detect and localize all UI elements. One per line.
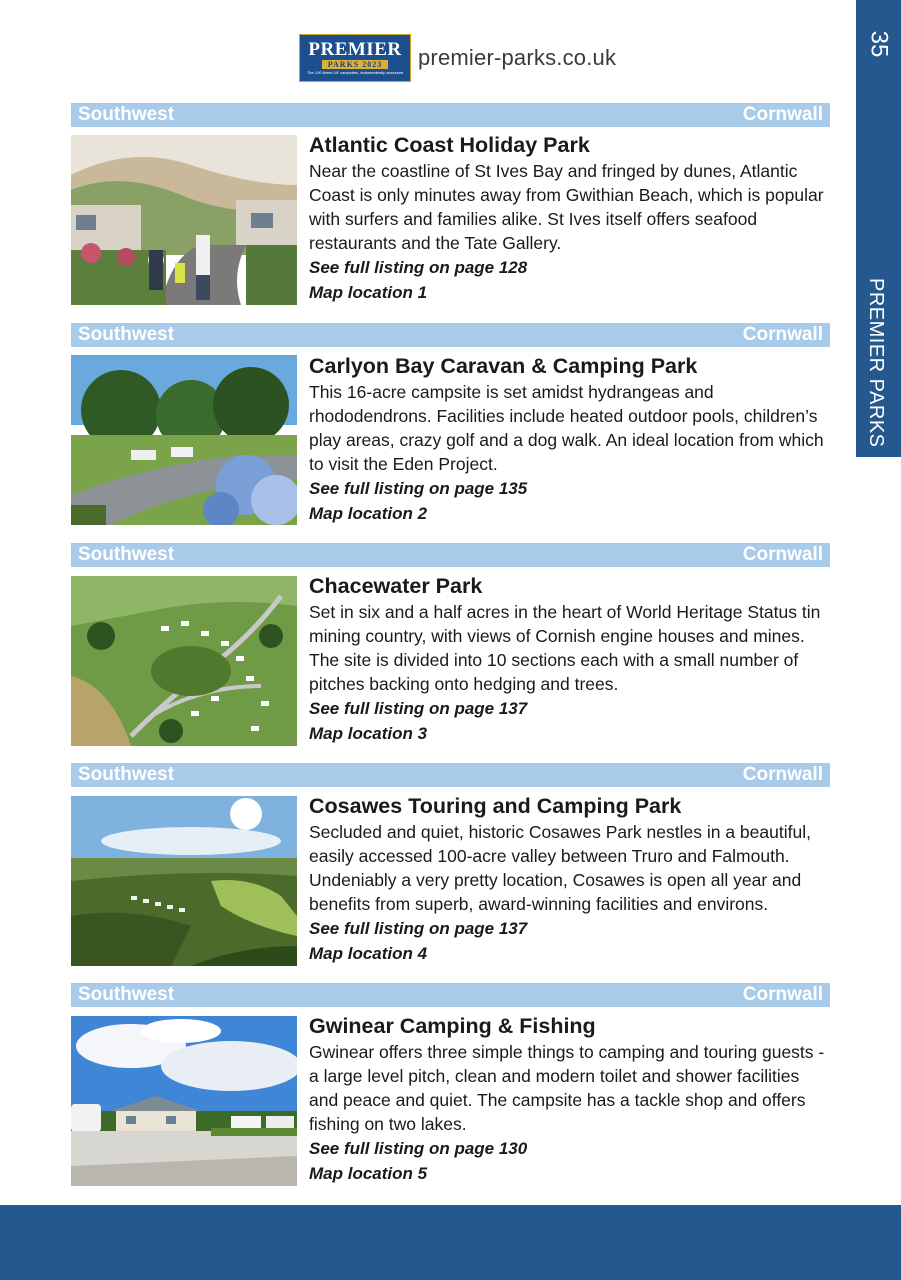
section-label: PREMIER PARKS	[865, 278, 887, 448]
region-label: Southwest	[78, 764, 175, 785]
listing-reference: See full listing on page 137	[309, 919, 528, 938]
region-label: Southwest	[78, 544, 175, 565]
park-title: Gwinear Camping & Fishing	[309, 1014, 596, 1038]
park-entry	[309, 1012, 829, 1186]
logo-tagline: The 100 finest UK campsites, independently assessed	[306, 70, 404, 75]
page-number: 35	[865, 30, 893, 58]
region-band	[71, 103, 830, 127]
park-entry	[309, 572, 829, 746]
park-description: This 16-acre campsite is set amidst hydrangeas and rhododendrons. Facilities include heated outdoor pools, children’s play areas, crazy golf and a dog walk. An ideal location from which to visit the Eden Project.	[309, 382, 824, 474]
listing-reference: See full listing on page 128	[309, 258, 528, 277]
map-location: Map location 2	[309, 504, 428, 523]
park-title: Cosawes Touring and Camping Park	[309, 794, 682, 818]
park-photo-cosawes	[71, 796, 297, 966]
park-photo-carlyon-bay	[71, 355, 297, 525]
park-title: Chacewater Park	[309, 574, 483, 598]
map-location: Map location 4	[309, 944, 428, 963]
park-description: Set in six and a half acres in the heart of World Heritage Status tin mining country, with views of Cornish engine houses and mines. The site is divided into 10 sections each with a small number of pitches backing onto hedging and trees.	[309, 602, 821, 694]
listing-reference: See full listing on page 135	[309, 479, 528, 498]
park-title: Carlyon Bay Caravan & Camping Park	[309, 354, 698, 378]
park-title: Atlantic Coast Holiday Park	[309, 133, 590, 157]
park-photo-chacewater	[71, 576, 297, 746]
park-photo-gwinear	[71, 1016, 297, 1186]
side-tab	[856, 0, 901, 457]
website-url[interactable]: premier-parks.co.uk	[418, 45, 617, 70]
park-description: Secluded and quiet, historic Cosawes Park nestles in a beautiful, easily accessed 100-acre valley between Truro and Falmouth. Undeniably a very pretty location, Cosawes is open all year and benefits from superb, award-winning facilities and environs.	[309, 822, 811, 914]
region-band	[71, 763, 830, 787]
park-description: Gwinear offers three simple things to camping and touring guests - a large level pitch, clean and modern toilet and shower facilities and peace and quiet. The campsite has a tackle shop and offers fishing on two lakes.	[309, 1042, 825, 1134]
park-entry	[309, 131, 829, 305]
listing-reference: See full listing on page 137	[309, 699, 528, 718]
park-entry	[309, 792, 829, 966]
county-label: Cornwall	[742, 984, 823, 1005]
region-label: Southwest	[78, 984, 175, 1005]
listing-reference: See full listing on page 130	[309, 1139, 528, 1158]
logo-year-text: PARKS 2023	[322, 60, 389, 69]
map-location: Map location 3	[309, 724, 428, 743]
county-label: Cornwall	[742, 324, 823, 345]
county-label: Cornwall	[742, 764, 823, 785]
region-band	[71, 983, 830, 1007]
region-label: Southwest	[78, 324, 175, 345]
park-photo-atlantic-coast	[71, 135, 297, 305]
park-description: Near the coastline of St Ives Bay and fringed by dunes, Atlantic Coast is only minutes away from Gwithian Beach, which is popular with surfers and families alike. St Ives itself offers seafood restaurants and the Tate Gallery.	[309, 161, 824, 253]
logo-main-text: PREMIER	[308, 39, 402, 60]
county-label: Cornwall	[742, 544, 823, 565]
map-location: Map location 5	[309, 1164, 428, 1183]
map-location: Map location 1	[309, 283, 428, 302]
region-band	[71, 543, 830, 567]
park-entry	[309, 352, 829, 526]
region-label: Southwest	[78, 104, 175, 125]
premier-parks-logo	[299, 34, 411, 82]
footer-bar	[0, 1205, 901, 1280]
county-label: Cornwall	[742, 104, 823, 125]
page-header	[299, 34, 616, 82]
region-band	[71, 323, 830, 347]
